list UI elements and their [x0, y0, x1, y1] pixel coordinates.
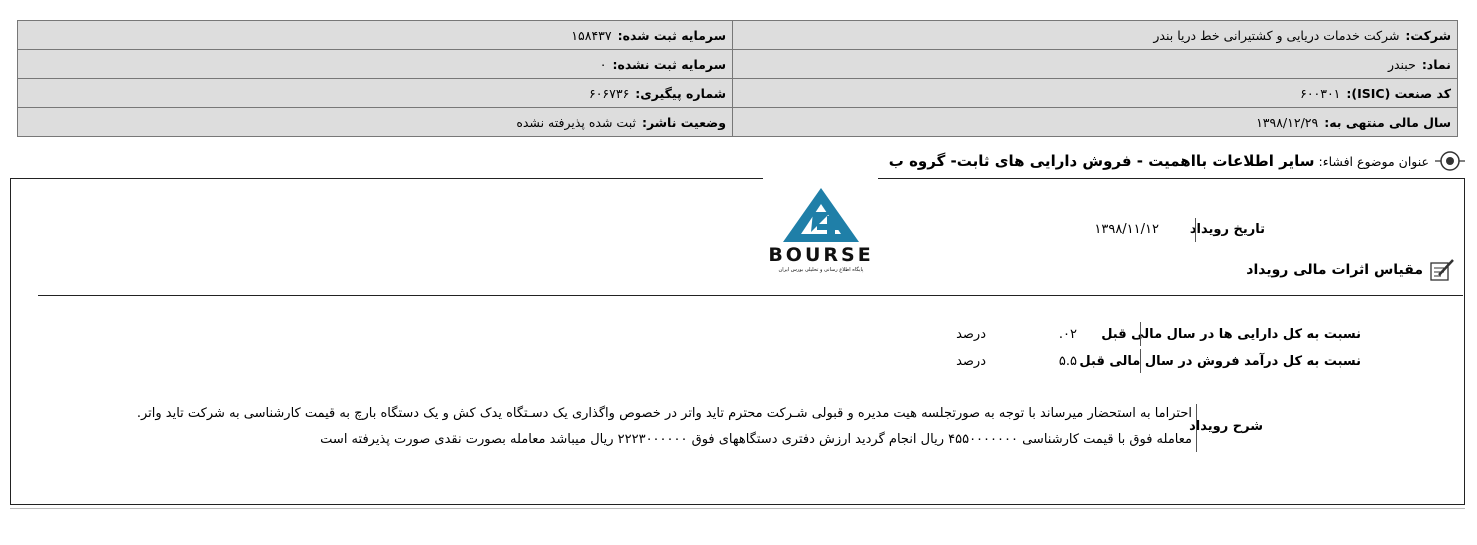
section-title-text: مقیاس اثرات مالی رویداد — [1246, 262, 1423, 278]
isic-label: کد صنعت (ISIC): — [1346, 85, 1451, 101]
fiscal-label: سال مالی منتهی به: — [1324, 114, 1451, 130]
logo-text: BOURSE — [768, 244, 874, 266]
description-line: معامله فوق با قیمت کارشناسی ۴۵۵۰۰۰۰۰۰۰ ریال انجام گردید ارزش دفتری دستگاههای فوق ۲۲۲۳۰۰۰۰۰۰ ریال میباشد معامله بصورت نقدی صورت پذیرفته است — [320, 432, 1192, 447]
divider — [38, 295, 1463, 296]
subject-label: عنوان موضوع افشاء: — [1318, 153, 1429, 169]
company-info-table — [17, 20, 1458, 137]
status-label: وضعیت ناشر: — [641, 114, 726, 130]
frame-divider — [10, 178, 763, 179]
description-line: احتراما به استحضار میرساند با توجه به صورتجلسه هیت مدیره و قبولی شـرکت محترم تاید واتر در خصوص واگذاری یک دسـتگاه یدک کش و یک دستگاه بارچ به قیمت کارشناسی به شرکت تاید واتر. — [136, 406, 1192, 421]
status-cell — [18, 108, 733, 137]
logo-mark-icon — [765, 186, 877, 248]
symbol-label: نماد: — [1421, 56, 1451, 72]
edit-document-icon — [1429, 258, 1455, 282]
description-label: شرح رویداد — [1189, 419, 1263, 434]
company-label: شرکت: — [1405, 27, 1451, 43]
company-cell — [733, 21, 1458, 50]
company-value: شرکت خدمات دریایی و کشتیرانی خط دریا بندر — [1153, 27, 1400, 43]
reg-capital-label: سرمایه ثبت شده: — [617, 27, 726, 43]
status-value: ثبت شده پذیرفته نشده — [516, 114, 636, 130]
symbol-value: حبندر — [1387, 56, 1416, 72]
unreg-capital-value: ۰ — [599, 56, 607, 72]
fiscal-cell — [733, 108, 1458, 137]
fiscal-value: ۱۳۹۸/۱۲/۲۹ — [1256, 114, 1319, 130]
logo-subtitle: پایگاه اطلاع رسانی و تحلیلی بورس ایران — [778, 267, 864, 273]
isic-value: ۶۰۰۳۰۱ — [1300, 85, 1341, 101]
subject-line — [889, 146, 1465, 176]
frame-divider — [878, 178, 1464, 179]
ratio-value: ۰۲. — [1058, 327, 1077, 342]
divider — [10, 508, 1465, 509]
subject-title: سایر اطلاعات بااهمیت - فروش دارایی های ثابت- گروه ب — [888, 152, 1315, 170]
ratio-label: نسبت به کل دارایی ها در سال مالی قبل — [1101, 327, 1361, 342]
tracking-value: ۶۰۶۷۳۶ — [589, 85, 630, 101]
tracking-label: شماره پیگیری: — [635, 85, 726, 101]
reg-capital-cell — [18, 21, 733, 50]
divider — [1195, 218, 1196, 242]
symbol-cell — [733, 50, 1458, 79]
unreg-capital-label: سرمایه ثبت نشده: — [612, 56, 726, 72]
divider — [1140, 322, 1141, 346]
tracking-cell — [18, 79, 733, 108]
divider — [1196, 404, 1197, 452]
divider — [1140, 349, 1141, 373]
ratio-label: نسبت به کل درآمد فروش در سال مالی قبل — [1079, 354, 1361, 369]
unreg-capital-cell — [18, 50, 733, 79]
ratio-unit: درصد — [956, 327, 986, 342]
ratio-value: ۵.۵ — [1058, 354, 1077, 369]
event-date-value: ۱۳۹۸/۱۱/۱۲ — [1094, 222, 1159, 237]
ratio-unit: درصد — [956, 354, 986, 369]
section-title — [1246, 258, 1455, 282]
isic-cell — [733, 79, 1458, 108]
event-date-label: تاریخ رویداد — [1189, 222, 1265, 237]
reg-capital-value: ۱۵۸۴۳۷ — [571, 27, 612, 43]
bourse-logo — [765, 186, 877, 278]
target-icon — [1435, 146, 1465, 176]
